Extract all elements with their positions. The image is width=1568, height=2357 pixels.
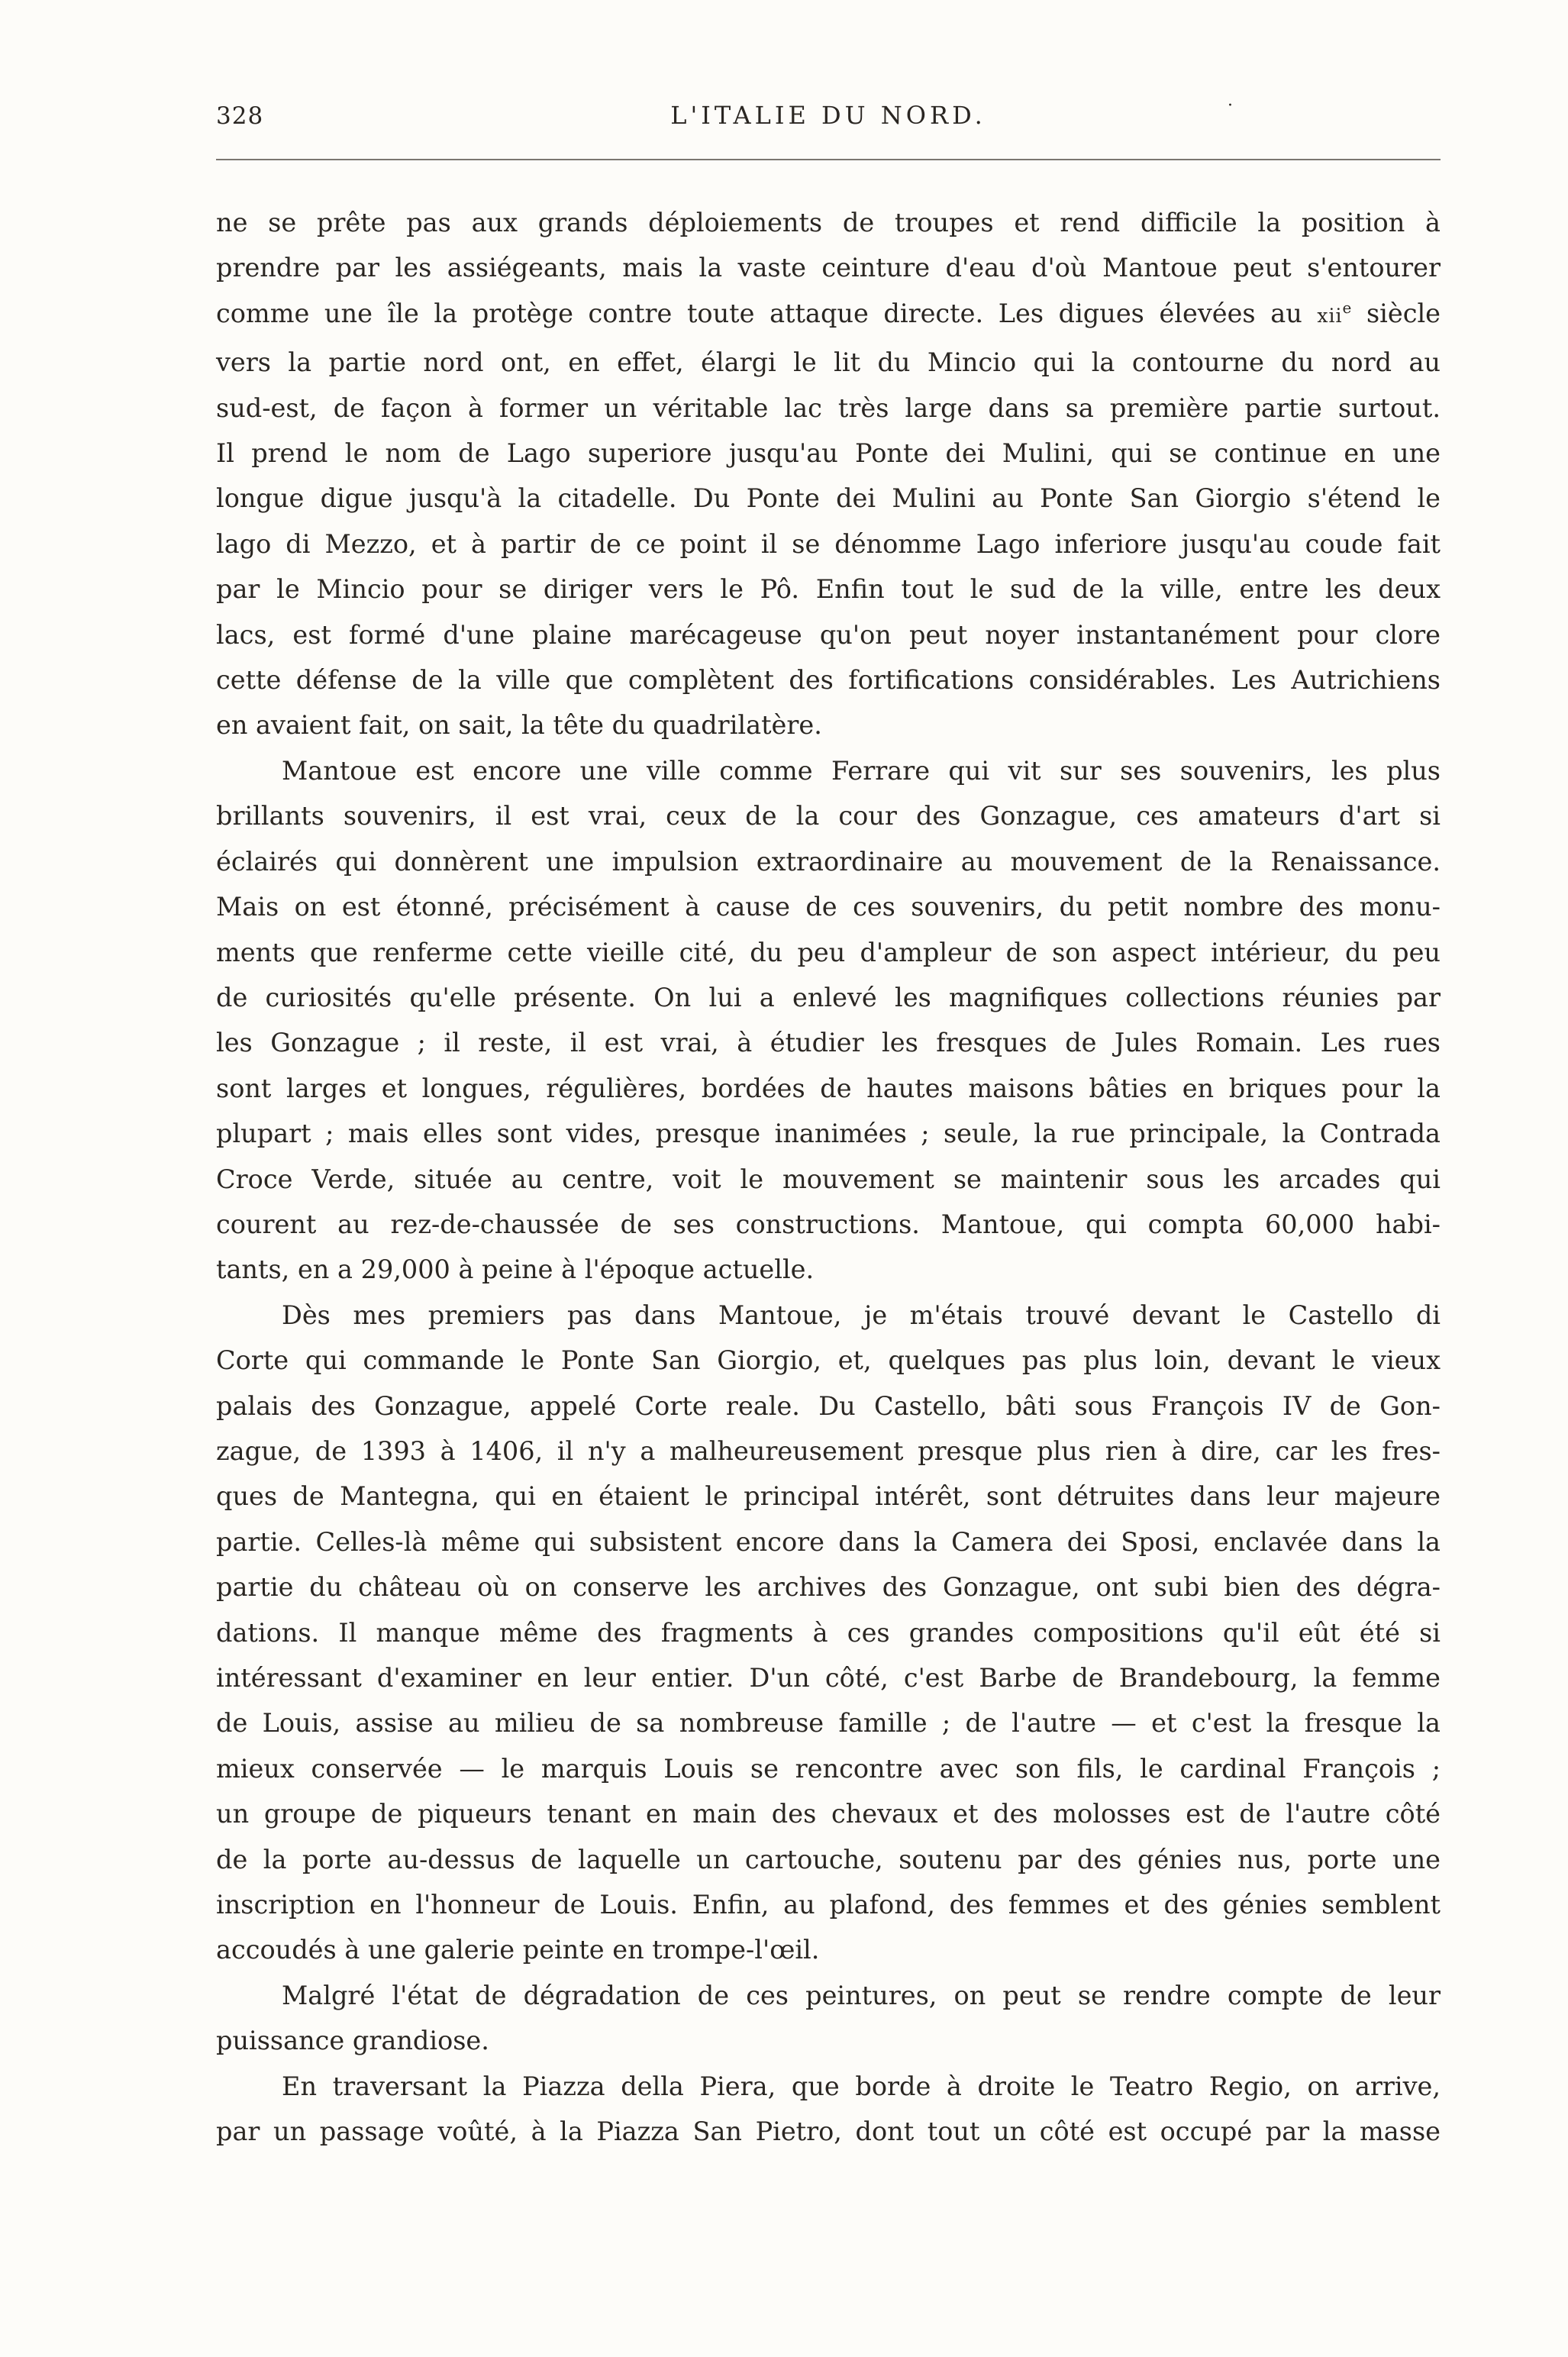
paragraph-5 [216, 2064, 1441, 2155]
text-line: Malgré l'état de dégradation de ces peintures, on peut se rendre compte de leur [282, 1980, 1441, 2010]
text-line: En traversant la Piazza della Piera, que borde à droite le Teatro Regio, on arrive, [282, 2071, 1441, 2101]
paragraph-4 [216, 1973, 1441, 2064]
text-line: brillants souvenirs, il est vrai, ceux de la cour des Gonzague, ces amateurs d'art si [216, 801, 1441, 831]
text-line: les Gonzague ; il reste, il est vrai, à étudier les fresques de Jules Romain. Les rues [216, 1028, 1441, 1058]
text-line: un groupe de piqueurs tenant en main des chevaux et des molosses est de l'autre côté [216, 1799, 1441, 1829]
text-line: lacs, est formé d'une plaine marécageuse qu'on peut noyer instantanément pour clore [216, 619, 1441, 650]
text-line: cette défense de la ville que complètent des fortifications considérables. Les Autrichiens [216, 665, 1441, 696]
header-mark: · [1228, 96, 1233, 115]
text-line: Il prend le nom de Lago superiore jusqu'au Ponte dei Mulini, qui se continue en une [216, 438, 1441, 469]
text-line: palais des Gonzague, appelé Corte reale. Du Castello, bâti sous François IV de Gon- [216, 1390, 1441, 1421]
paragraph-3 [216, 1293, 1441, 1973]
text-line: vers la partie nord ont, en effet, élargi le lit du Mincio qui la contourne du nord au [216, 347, 1441, 378]
text-line: sont larges et longues, régulières, bordées de hautes maisons bâties en briques pour la [216, 1073, 1441, 1103]
text-line: sud-est, de façon à former un véritable lac très large dans sa première partie surtout. [216, 392, 1441, 423]
text-line: inscription en l'honneur de Louis. Enfin, au plafond, des femmes et des génies semblent [216, 1890, 1441, 1920]
text-line: ne se prête pas aux grands déploiements de troupes et rend difficile la position à [216, 208, 1441, 237]
text-line: plupart ; mais elles sont vides, presque inanimées ; seule, la rue principale, la Contrada [216, 1119, 1441, 1149]
text-line: de la porte au-dessus de laquelle un cartouche, soutenu par des génies nus, porte une [216, 1844, 1441, 1874]
text-line: partie du château où on conserve les archives des Gonzague, ont subi bien des dégra- [216, 1572, 1441, 1603]
page-number: 328 [216, 102, 264, 130]
text-line: Mais on est étonné, précisément à cause de ces souvenirs, du petit nombre des monu- [216, 892, 1441, 922]
century-superscript: e [1342, 298, 1352, 317]
header-rule [216, 159, 1441, 160]
text-line: Dès mes premiers pas dans Mantoue, je m'étais trouvé devant le Castello di [282, 1300, 1441, 1330]
running-title: L'ITALIE DU NORD. [670, 101, 986, 130]
text-line: intéressant d'examiner en leur entier. D'un côté, c'est Barbe de Brandebourg, la femme [216, 1663, 1441, 1693]
text-line: de curiosités qu'elle présente. On lui a enlevé les magnifiques collections réunies par [216, 982, 1441, 1012]
text-line: accoudés à une galerie peinte en trompe-l'œil. [216, 1935, 820, 1965]
text-line: Corte qui commande le Ponte San Giorgio, et, quelques pas plus loin, devant le vieux [216, 1345, 1441, 1376]
text-line: zague, de 1393 à 1406, il n'y a malheureusement presque plus rien à dire, car les fres- [216, 1435, 1441, 1466]
text-line: en avaient fait, on sait, la tête du quadrilatère. [216, 710, 822, 741]
text-line: courent au rez-de-chaussée de ses constructions. Mantoue, qui compta 60,000 habi- [216, 1209, 1441, 1239]
text-line: dations. Il manque même des fragments à ces grandes compositions qu'il eût été si [216, 1617, 1441, 1648]
text-segment: siècle [1351, 298, 1441, 328]
text-line: ques de Mantegna, qui en étaient le principal intérêt, sont détruites dans leur majeure [216, 1481, 1441, 1512]
running-head [216, 96, 1441, 142]
text-line: Mantoue est encore une ville comme Ferrare qui vit sur ses souvenirs, les plus [282, 755, 1441, 786]
text-line [216, 291, 1441, 340]
text-line: puissance grandiose. [216, 2026, 489, 2056]
text-line: prendre par les assiégeants, mais la vaste ceinture d'eau d'où Mantoue peut s'entourer [216, 253, 1441, 283]
text-line: par un passage voûté, à la Piazza San Pietro, dont tout un côté est occupé par la masse [216, 2116, 1441, 2147]
text-line: ments que renferme cette vieille cité, du peu d'ampleur de son aspect intérieur, du peu [216, 937, 1441, 967]
text-segment: comme une île la protège contre toute attaque directe. Les digues élevées au [216, 298, 1318, 328]
body-text [216, 200, 1441, 2154]
century-numeral: xii [1317, 304, 1343, 327]
text-line: lago di Mezzo, et à partir de ce point il se dénomme Lago inferiore jusqu'au coude fait [216, 528, 1441, 559]
paragraph-2 [216, 748, 1441, 1293]
paragraph-1 [216, 200, 1441, 748]
text-line: Croce Verde, située au centre, voit le mouvement se maintenir sous les arcades qui [216, 1164, 1441, 1194]
text-line: éclairés qui donnèrent une impulsion extraordinaire au mouvement de la Renaissance. [216, 846, 1441, 877]
text-line: mieux conservée — le marquis Louis se rencontre avec son fils, le cardinal François ; [216, 1753, 1441, 1784]
text-line: de Louis, assise au milieu de sa nombreuse famille ; de l'autre — et c'est la fresque la [216, 1708, 1441, 1739]
text-line: longue digue jusqu'à la citadelle. Du Ponte dei Mulini au Ponte San Giorgio s'étend le [216, 483, 1441, 514]
text-line: par le Mincio pour se diriger vers le Pô. Enfin tout le sud de la ville, entre les deux [216, 574, 1441, 605]
text-line: tants, en a 29,000 à peine à l'époque actuelle. [216, 1254, 815, 1285]
text-line: partie. Celles-là même qui subsistent encore dans la Camera dei Sposi, enclavée dans la [216, 1526, 1441, 1557]
